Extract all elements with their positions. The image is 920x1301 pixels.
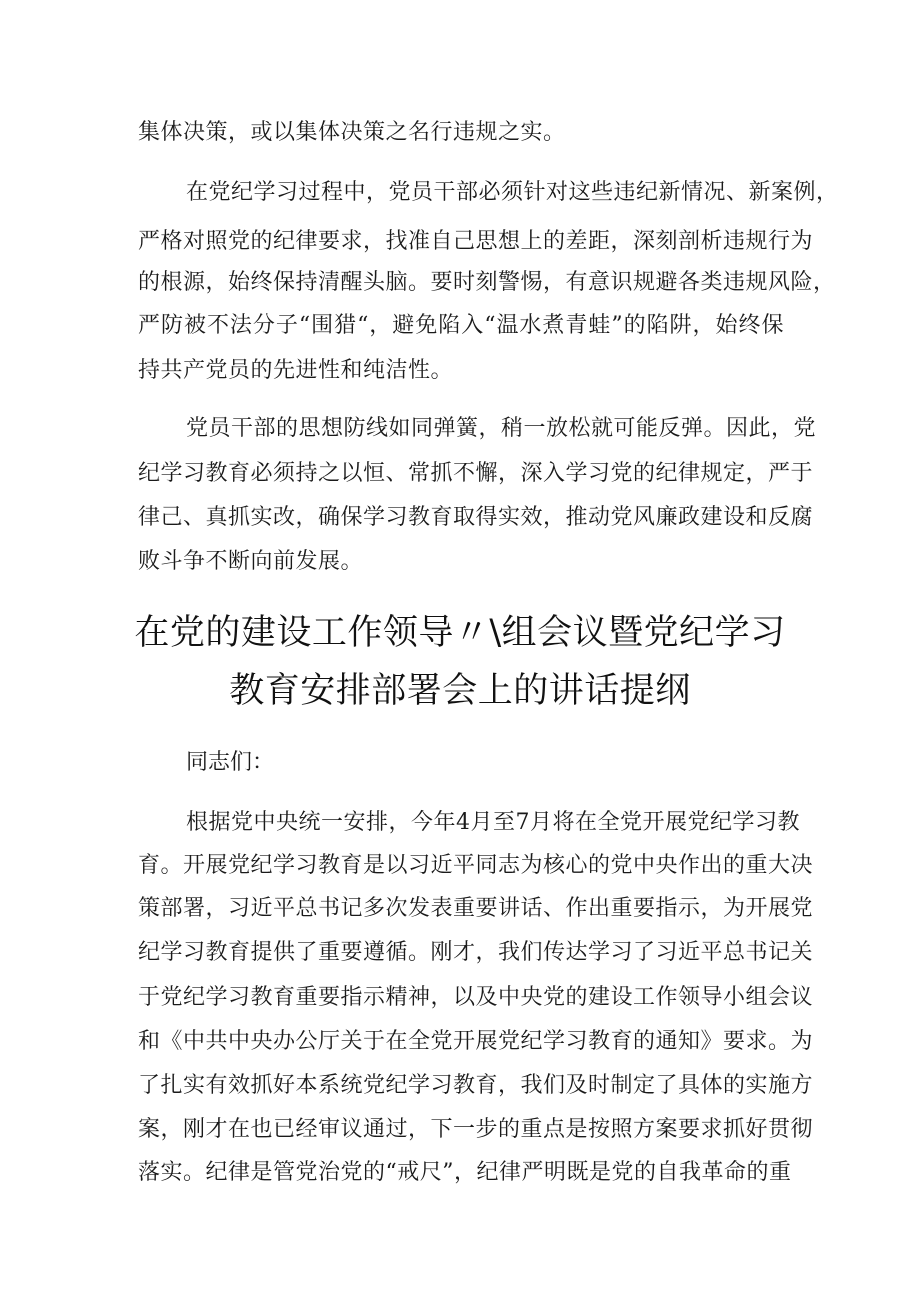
paragraph-line: 了扎实有效抓好本系统党纪学习教育，我们及时制定了具体的实施方 (138, 1073, 814, 1098)
salutation: 同志们： (186, 750, 275, 775)
paragraph-line: 于党纪学习教育重要指示精神，以及中央党的建设工作领导小组会议 (138, 985, 814, 1010)
document-title-line-1: 在党的建设工作领导〃\组会议暨党纪学习 (134, 613, 786, 653)
paragraph-line: 在党纪学习过程中，党员干部必须针对这些违纪新情况、新案例， (186, 180, 839, 205)
paragraph-line: 集体决策，或以集体决策之名行违规之实。 (138, 120, 566, 145)
paragraph-line: 策部署，习近平总书记多次发表重要讲话、作出重要指示，为开展党 (138, 896, 814, 921)
paragraph-line: 纪学习教育必须持之以恒、常抓不懈，深入学习党的纪律规定，严于 (138, 461, 814, 486)
paragraph-line: 持共产党员的先进性和纯洁性。 (138, 358, 454, 383)
paragraph-line: 严防被不法分子“围猎“，避免陷入“温水煮青蛙”的陷阱，始终保 (138, 313, 784, 338)
paragraph-line: 育。开展党纪学习教育是以习近平同志为核心的党中央作出的重大决 (138, 853, 814, 878)
paragraph-line: 败斗争不断向前发展。 (138, 549, 364, 574)
paragraph-line: 律己、真抓实改，确保学习教育取得实效，推动党风廉政建设和反腐 (138, 505, 814, 530)
paragraph-line: 落实。纪律是管党治党的“戒尺”，纪律严明既是党的自我革命的重 (138, 1160, 792, 1185)
paragraph-line: 和《中共中央办公厅关于在全党开展党纪学习教育的通知》要求。为 (138, 1029, 814, 1054)
document-title-line-2: 教育安排部署会上的讲话提纲 (229, 671, 691, 711)
paragraph-line: 严格对照党的纪律要求，找准自己思想上的差距，深刻剖析违规行为 (138, 229, 814, 254)
paragraph-line: 案，刚才在也已经审议通过，下一步的重点是按照方案要求抓好贯彻 (138, 1117, 814, 1142)
paragraph-line: 的根源，始终保持清醒头脑。要时刻警惕，有意识规避各类违规风险， (138, 270, 836, 295)
paragraph-line: 根据党中央统一安排，今年4月至7月将在全党开展党纪学习教 (186, 810, 800, 835)
paragraph-line: 纪学习教育提供了重要遵循。刚才，我们传达学习了习近平总书记关 (138, 940, 814, 965)
paragraph-line: 党员干部的思想防线如同弹簧，稍一放松就可能反弹。因此，党 (186, 416, 817, 441)
